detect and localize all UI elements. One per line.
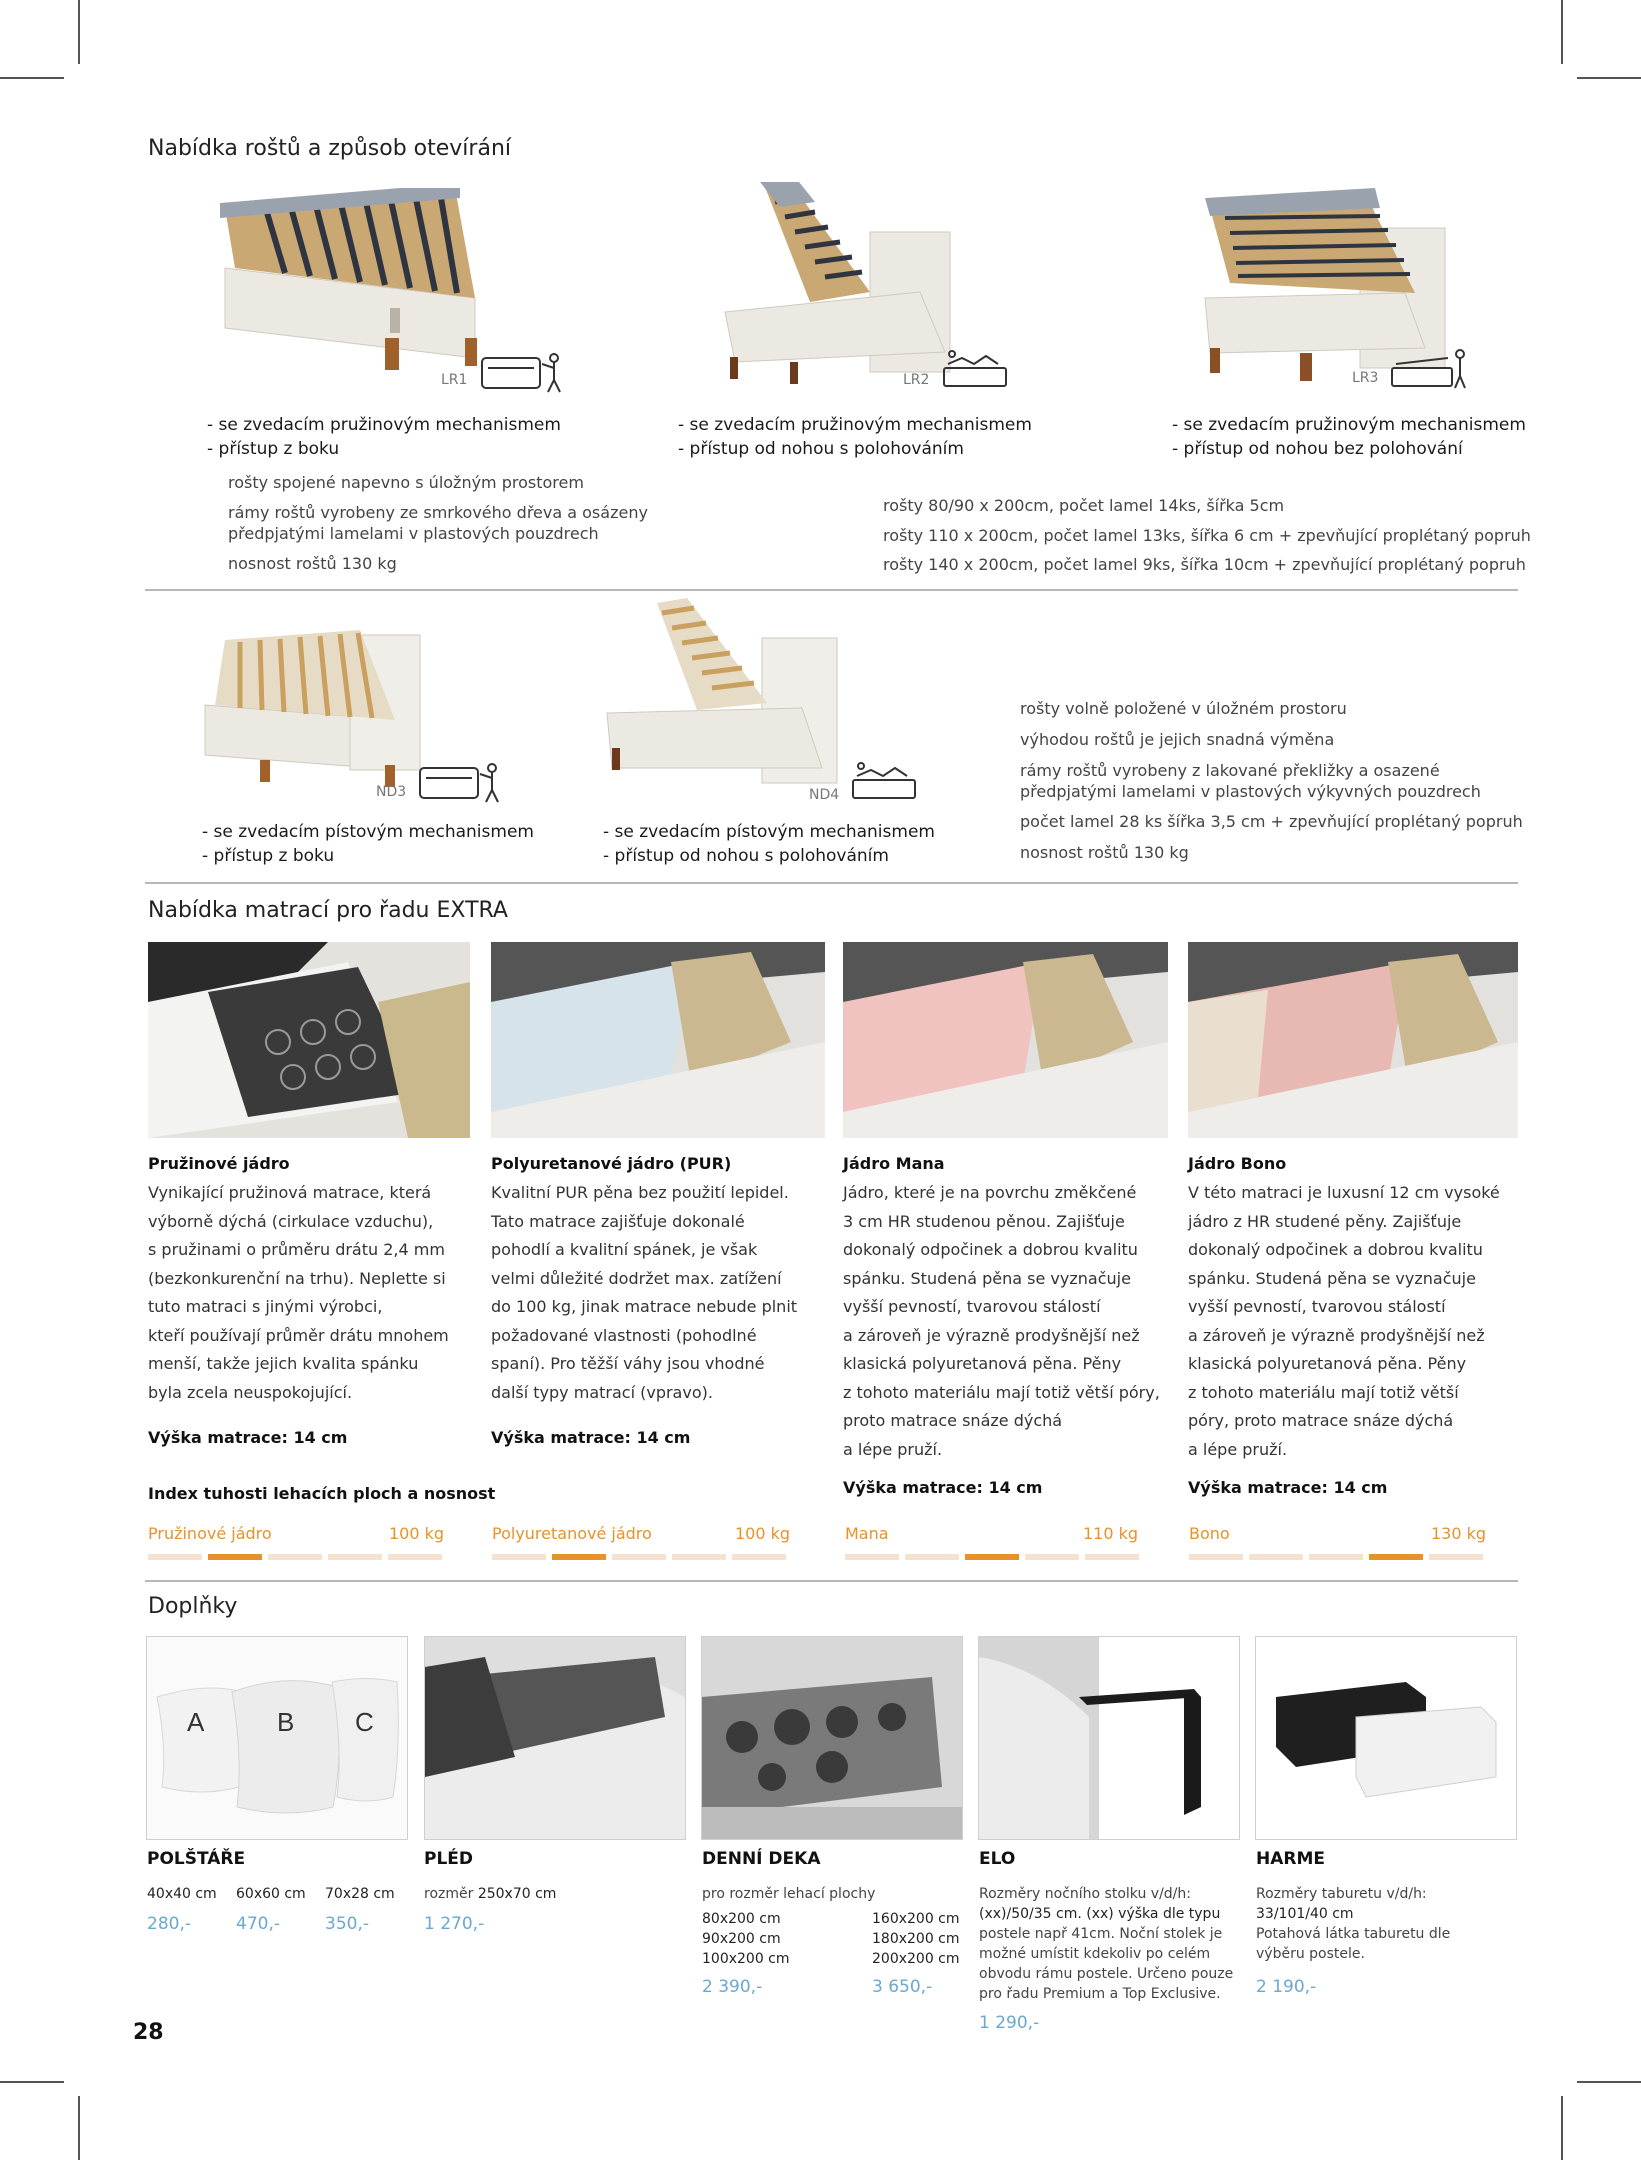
grid-note: nosnost roštů 130 kg — [228, 554, 397, 573]
index-label: Polyuretanové jádro — [492, 1524, 652, 1543]
grid-size-note: rošty 80/90 x 200cm, počet lamel 14ks, šířka 5cm — [883, 496, 1285, 515]
index-label: Mana — [845, 1524, 889, 1543]
nightstand-desc — [979, 1884, 1239, 2004]
stiffness-segment — [1249, 1554, 1303, 1560]
stiffness-segment — [1085, 1554, 1139, 1560]
feature-line: - se zvedacím pružinovým mechanismem — [1172, 415, 1526, 435]
pillow-size: 40x40 cm — [147, 1886, 217, 1902]
mattress-height: Výška matrace: 14 cm — [148, 1428, 348, 1447]
stiffness-segment — [1429, 1554, 1483, 1560]
grid-note: předpjatými lamelami v plastových pouzdrech — [228, 524, 599, 543]
mattress-col-spring — [148, 1154, 478, 1407]
accessory-name: HARME — [1256, 1849, 1326, 1869]
crop-mark — [78, 0, 80, 64]
desc-line: obvodu rámu postele. Určeno pouze — [979, 1966, 1234, 1982]
mattress-description — [843, 1179, 1183, 1464]
crop-mark — [1577, 77, 1641, 79]
stiffness-segment — [268, 1554, 322, 1560]
desc-line: a zároveň je výrazně prodyšnější než — [1188, 1325, 1485, 1345]
desc-line: z tohoto materiálu mají totiž větší póry, — [843, 1382, 1160, 1402]
bed-image-nd4 — [602, 598, 842, 800]
desc-line: požadované vlastnosti (pohodlné — [491, 1325, 757, 1345]
bedspread-size: 160x200 cm — [872, 1911, 960, 1927]
desc-line: proto matrace snáze dýchá — [843, 1411, 1063, 1430]
stiffness-segment — [1189, 1554, 1243, 1560]
bed-image-nd3 — [200, 630, 425, 800]
feature-line: - přístup od nohou s polohováním — [678, 439, 964, 459]
blanket-size — [424, 1884, 556, 1904]
divider — [145, 589, 1518, 591]
stiffness-segment — [1369, 1554, 1423, 1560]
grid-code: ND4 — [809, 787, 840, 803]
pillow-letter: C — [355, 1707, 374, 1737]
desc-line: z tohoto materiálu mají totiž větší — [1188, 1382, 1459, 1402]
stiffness-segment — [208, 1554, 262, 1560]
stiffness-segment — [328, 1554, 382, 1560]
feature-line: - se zvedacím pístovým mechanismem — [202, 822, 534, 842]
grid-note: rámy roštů vyrobeny z lakované překližky a osazené — [1020, 761, 1440, 780]
side-access-bed-icon — [480, 350, 565, 398]
mattress-description — [148, 1179, 478, 1407]
bedspread-size: 100x200 cm — [702, 1951, 790, 1967]
stiffness-segment — [845, 1554, 899, 1560]
section-title-accessories: Doplňky — [148, 1594, 238, 1619]
stiffness-segment — [965, 1554, 1019, 1560]
desc-line: výběru postele. — [1256, 1946, 1365, 1962]
desc-line: Potahová látka taburetu dle — [1256, 1926, 1451, 1942]
accessory-name: POLŠTÁŘE — [147, 1849, 246, 1869]
feature-line: - přístup od nohou s polohováním — [603, 846, 889, 866]
desc-line: možné umístit kdekoliv po celém — [979, 1946, 1211, 1962]
bedspread-size: 200x200 cm — [872, 1951, 960, 1967]
desc-line: (xx)/50/35 cm. (xx) výška dle typu — [979, 1906, 1221, 1922]
desc-line: velmi důležité dodržet max. zatížení — [491, 1268, 782, 1288]
desc-line: a zároveň je výrazně prodyšnější než — [843, 1325, 1140, 1345]
desc-line: spaní). Pro těžší váhy jsou vhodné — [491, 1354, 765, 1373]
desc-line: dokonalý odpočinek a dobrou kvalitu — [843, 1240, 1138, 1259]
grid-note: rošty volně položené v úložném prostoru — [1020, 699, 1347, 718]
desc-line: dokonalý odpočinek a dobrou kvalitu — [1188, 1240, 1483, 1259]
crop-mark — [0, 2081, 64, 2083]
section-title-grids: Nabídka roštů a způsob otevírání — [148, 136, 511, 161]
price: 2 190,- — [1256, 1977, 1317, 1997]
desc-line: menší, takže jejich kvalita spánku — [148, 1354, 419, 1373]
grid-code: LR2 — [903, 372, 930, 388]
bed-image-lr2 — [720, 182, 975, 388]
stiffness-segment — [388, 1554, 442, 1560]
stiffness-segment — [732, 1554, 786, 1560]
grid-note: výhodou roštů je jejich snadná výměna — [1020, 730, 1335, 749]
bedspread-size: 90x200 cm — [702, 1931, 781, 1947]
stool-desc — [1256, 1884, 1506, 1964]
desc-line: Jádro, které je na povrchu změkčené — [843, 1183, 1137, 1202]
accessory-name: DENNÍ DEKA — [702, 1849, 821, 1869]
desc-line: další typy matrací (vpravo). — [491, 1382, 713, 1402]
grid-features-lr1 — [207, 413, 561, 461]
feature-line: - se zvedacím pružinovým mechanismem — [678, 415, 1032, 435]
price: 2 390,- — [702, 1977, 763, 1997]
desc-line: Tato matrace zajišťuje dokonalé — [491, 1211, 745, 1231]
mattress-height: Výška matrace: 14 cm — [843, 1478, 1043, 1497]
mattress-name: Jádro Bono — [1188, 1154, 1287, 1173]
feature-line: - přístup od nohou bez polohování — [1172, 439, 1463, 459]
desc-line: Vynikající pružinová matrace, která — [148, 1183, 432, 1202]
desc-line: klasická polyuretanová pěna. Pěny — [843, 1354, 1122, 1373]
divider — [145, 1580, 1518, 1582]
foot-access-adjustable-icon — [942, 350, 1012, 394]
price: 350,- — [325, 1914, 369, 1934]
pillow-letter: B — [277, 1707, 295, 1737]
grid-features-nd4 — [603, 820, 935, 868]
desc-line: a lépe pruží. — [843, 1439, 943, 1459]
desc-line: byla zcela neuspokojující. — [148, 1382, 353, 1402]
pillow-letter: A — [187, 1707, 205, 1737]
accessory-name: PLÉD — [424, 1849, 474, 1869]
mattress-height: Výška matrace: 14 cm — [491, 1428, 691, 1447]
side-access-bed-icon — [418, 760, 503, 808]
price: 280,- — [147, 1914, 191, 1934]
foot-access-icon — [1390, 348, 1470, 394]
desc-line: pro řadu Premium a Top Exclusive. — [979, 1986, 1221, 2002]
stiffness-segment — [672, 1554, 726, 1560]
stiffness-index-title: Index tuhosti lehacích ploch a nosnost — [148, 1484, 496, 1503]
stiffness-segment — [148, 1554, 202, 1560]
index-capacity: 130 kg — [1430, 1524, 1486, 1543]
desc-line: vyšší pevností, tvarovou stálostí — [1188, 1297, 1446, 1316]
price: 1 270,- — [424, 1914, 485, 1934]
divider — [145, 882, 1518, 884]
grid-code: LR1 — [441, 372, 468, 388]
mattress-image-mana — [843, 942, 1168, 1138]
desc-line: (bezkonkurenční na trhu). Neplette si — [148, 1268, 446, 1288]
grid-code: ND3 — [376, 784, 407, 800]
stool-image — [1255, 1636, 1517, 1840]
mattress-image-bono — [1188, 942, 1518, 1138]
index-capacity: 100 kg — [388, 1524, 444, 1543]
desc-line: 3 cm HR studenou pěnou. Zajišťuje — [843, 1211, 1125, 1231]
desc-line: Kvalitní PUR pěna bez použití lepidel. — [491, 1183, 789, 1202]
desc-line: do 100 kg, jinak matrace nebude plnit — [491, 1297, 798, 1316]
stiffness-segment — [1309, 1554, 1363, 1560]
crop-mark — [1577, 2081, 1641, 2083]
crop-mark — [78, 2096, 80, 2160]
bedspread-image — [701, 1636, 963, 1840]
grid-note: předpjatými lamelami v plastových výkyvných pouzdrech — [1020, 782, 1481, 801]
mattress-image-pur — [491, 942, 825, 1138]
pillows-image — [146, 1636, 408, 1840]
pillow-size: 70x28 cm — [325, 1886, 395, 1902]
grid-features-lr2 — [678, 413, 1032, 461]
mattress-name: Jádro Mana — [843, 1154, 945, 1173]
bed-image-lr1 — [205, 188, 505, 388]
blanket-image — [424, 1636, 686, 1840]
feature-line: - přístup z boku — [202, 846, 335, 866]
stiffness-segment — [905, 1554, 959, 1560]
price: 1 290,- — [979, 2013, 1040, 2033]
mattress-col-mana — [843, 1154, 1183, 1464]
price: 3 650,- — [872, 1977, 933, 1997]
desc-line: pohodlí a kvalitní spánek, je však — [491, 1240, 758, 1259]
nightstand-image — [978, 1636, 1240, 1840]
stiffness-segment — [552, 1554, 606, 1560]
index-label: Bono — [1189, 1524, 1230, 1543]
desc-line: a lépe pruží. — [1188, 1439, 1288, 1459]
stiffness-segment — [1025, 1554, 1079, 1560]
desc-line: s pružinami o průměru drátu 2,4 mm — [148, 1240, 445, 1259]
desc-line: V této matraci je luxusní 12 cm vysoké — [1188, 1183, 1500, 1202]
desc-line: jádro z HR studené pěny. Zajišťuje — [1188, 1211, 1462, 1231]
crop-mark — [0, 77, 64, 79]
desc-line: tuto matraci s jinými výrobci, — [148, 1297, 383, 1316]
desc-line: vyšší pevností, tvarovou stálostí — [843, 1297, 1101, 1316]
desc-line: spánku. Studená pěna se vyznačuje — [843, 1268, 1131, 1288]
desc-line: Rozměry nočního stolku v/d/h: — [979, 1886, 1191, 1902]
grid-code: LR3 — [1352, 370, 1379, 386]
pillow-size: 60x60 cm — [236, 1886, 306, 1902]
mattress-col-pur — [491, 1154, 831, 1407]
desc-line: výborně dýchá (cirkulace vzduchu), — [148, 1211, 434, 1231]
desc-line: Rozměry taburetu v/d/h: — [1256, 1886, 1427, 1902]
grid-features-lr3 — [1172, 413, 1526, 461]
size-prefix: rozměr — [424, 1886, 478, 1902]
section-title-mattresses: Nabídka matrací pro řadu EXTRA — [148, 898, 508, 923]
mattress-description — [491, 1179, 831, 1407]
index-capacity: 100 kg — [734, 1524, 790, 1543]
mattress-name: Pružinové jádro — [148, 1154, 290, 1173]
mattress-name: Polyuretanové jádro (PUR) — [491, 1154, 732, 1173]
mattress-height: Výška matrace: 14 cm — [1188, 1478, 1388, 1497]
bedspread-size: 180x200 cm — [872, 1931, 960, 1947]
stiffness-segment — [492, 1554, 546, 1560]
grid-size-note: rošty 140 x 200cm, počet lamel 9ks, šířka 10cm + zpevňující proplétaný popruh — [883, 555, 1526, 574]
size-value: 250x70 cm — [477, 1886, 557, 1902]
accessory-name: ELO — [979, 1849, 1016, 1869]
index-capacity: 110 kg — [1082, 1524, 1138, 1543]
feature-line: - se zvedacím pružinovým mechanismem — [207, 415, 561, 435]
desc-line: klasická polyuretanová pěna. Pěny — [1188, 1354, 1467, 1373]
bedspread-desc: pro rozměr lehací plochy — [702, 1886, 876, 1902]
crop-mark — [1561, 2096, 1563, 2160]
grid-note: počet lamel 28 ks šířka 3,5 cm + zpevňující proplétaný popruh — [1020, 812, 1523, 831]
desc-line: 33/101/40 cm — [1256, 1906, 1354, 1922]
grid-size-note: rošty 110 x 200cm, počet lamel 13ks, šířka 6 cm + zpevňující proplétaný popruh — [883, 526, 1531, 545]
desc-line: póry, proto matrace snáze dýchá — [1188, 1411, 1454, 1430]
feature-line: - přístup z boku — [207, 439, 340, 459]
price: 470,- — [236, 1914, 280, 1934]
grid-features-nd3 — [202, 820, 534, 868]
index-label: Pružinové jádro — [148, 1524, 272, 1543]
bedspread-size: 80x200 cm — [702, 1911, 781, 1927]
page-number: 28 — [133, 2020, 164, 2045]
mattress-description — [1188, 1179, 1528, 1464]
mattress-col-bono — [1188, 1154, 1528, 1464]
crop-mark — [1561, 0, 1563, 64]
desc-line: spánku. Studená pěna se vyznačuje — [1188, 1268, 1476, 1288]
grid-note: rámy roštů vyrobeny ze smrkového dřeva a osázeny — [228, 503, 648, 522]
grid-note: rošty spojené napevno s úložným prostorem — [228, 473, 584, 492]
desc-line: postele např 41cm. Noční stolek je — [979, 1926, 1223, 1942]
grid-note: nosnost roštů 130 kg — [1020, 843, 1189, 862]
foot-access-adjustable-icon — [851, 762, 921, 806]
stiffness-segment — [612, 1554, 666, 1560]
mattress-image-spring — [148, 942, 470, 1138]
desc-line: kteří používají průměr drátu mnohem — [148, 1325, 449, 1345]
feature-line: - se zvedacím pístovým mechanismem — [603, 822, 935, 842]
